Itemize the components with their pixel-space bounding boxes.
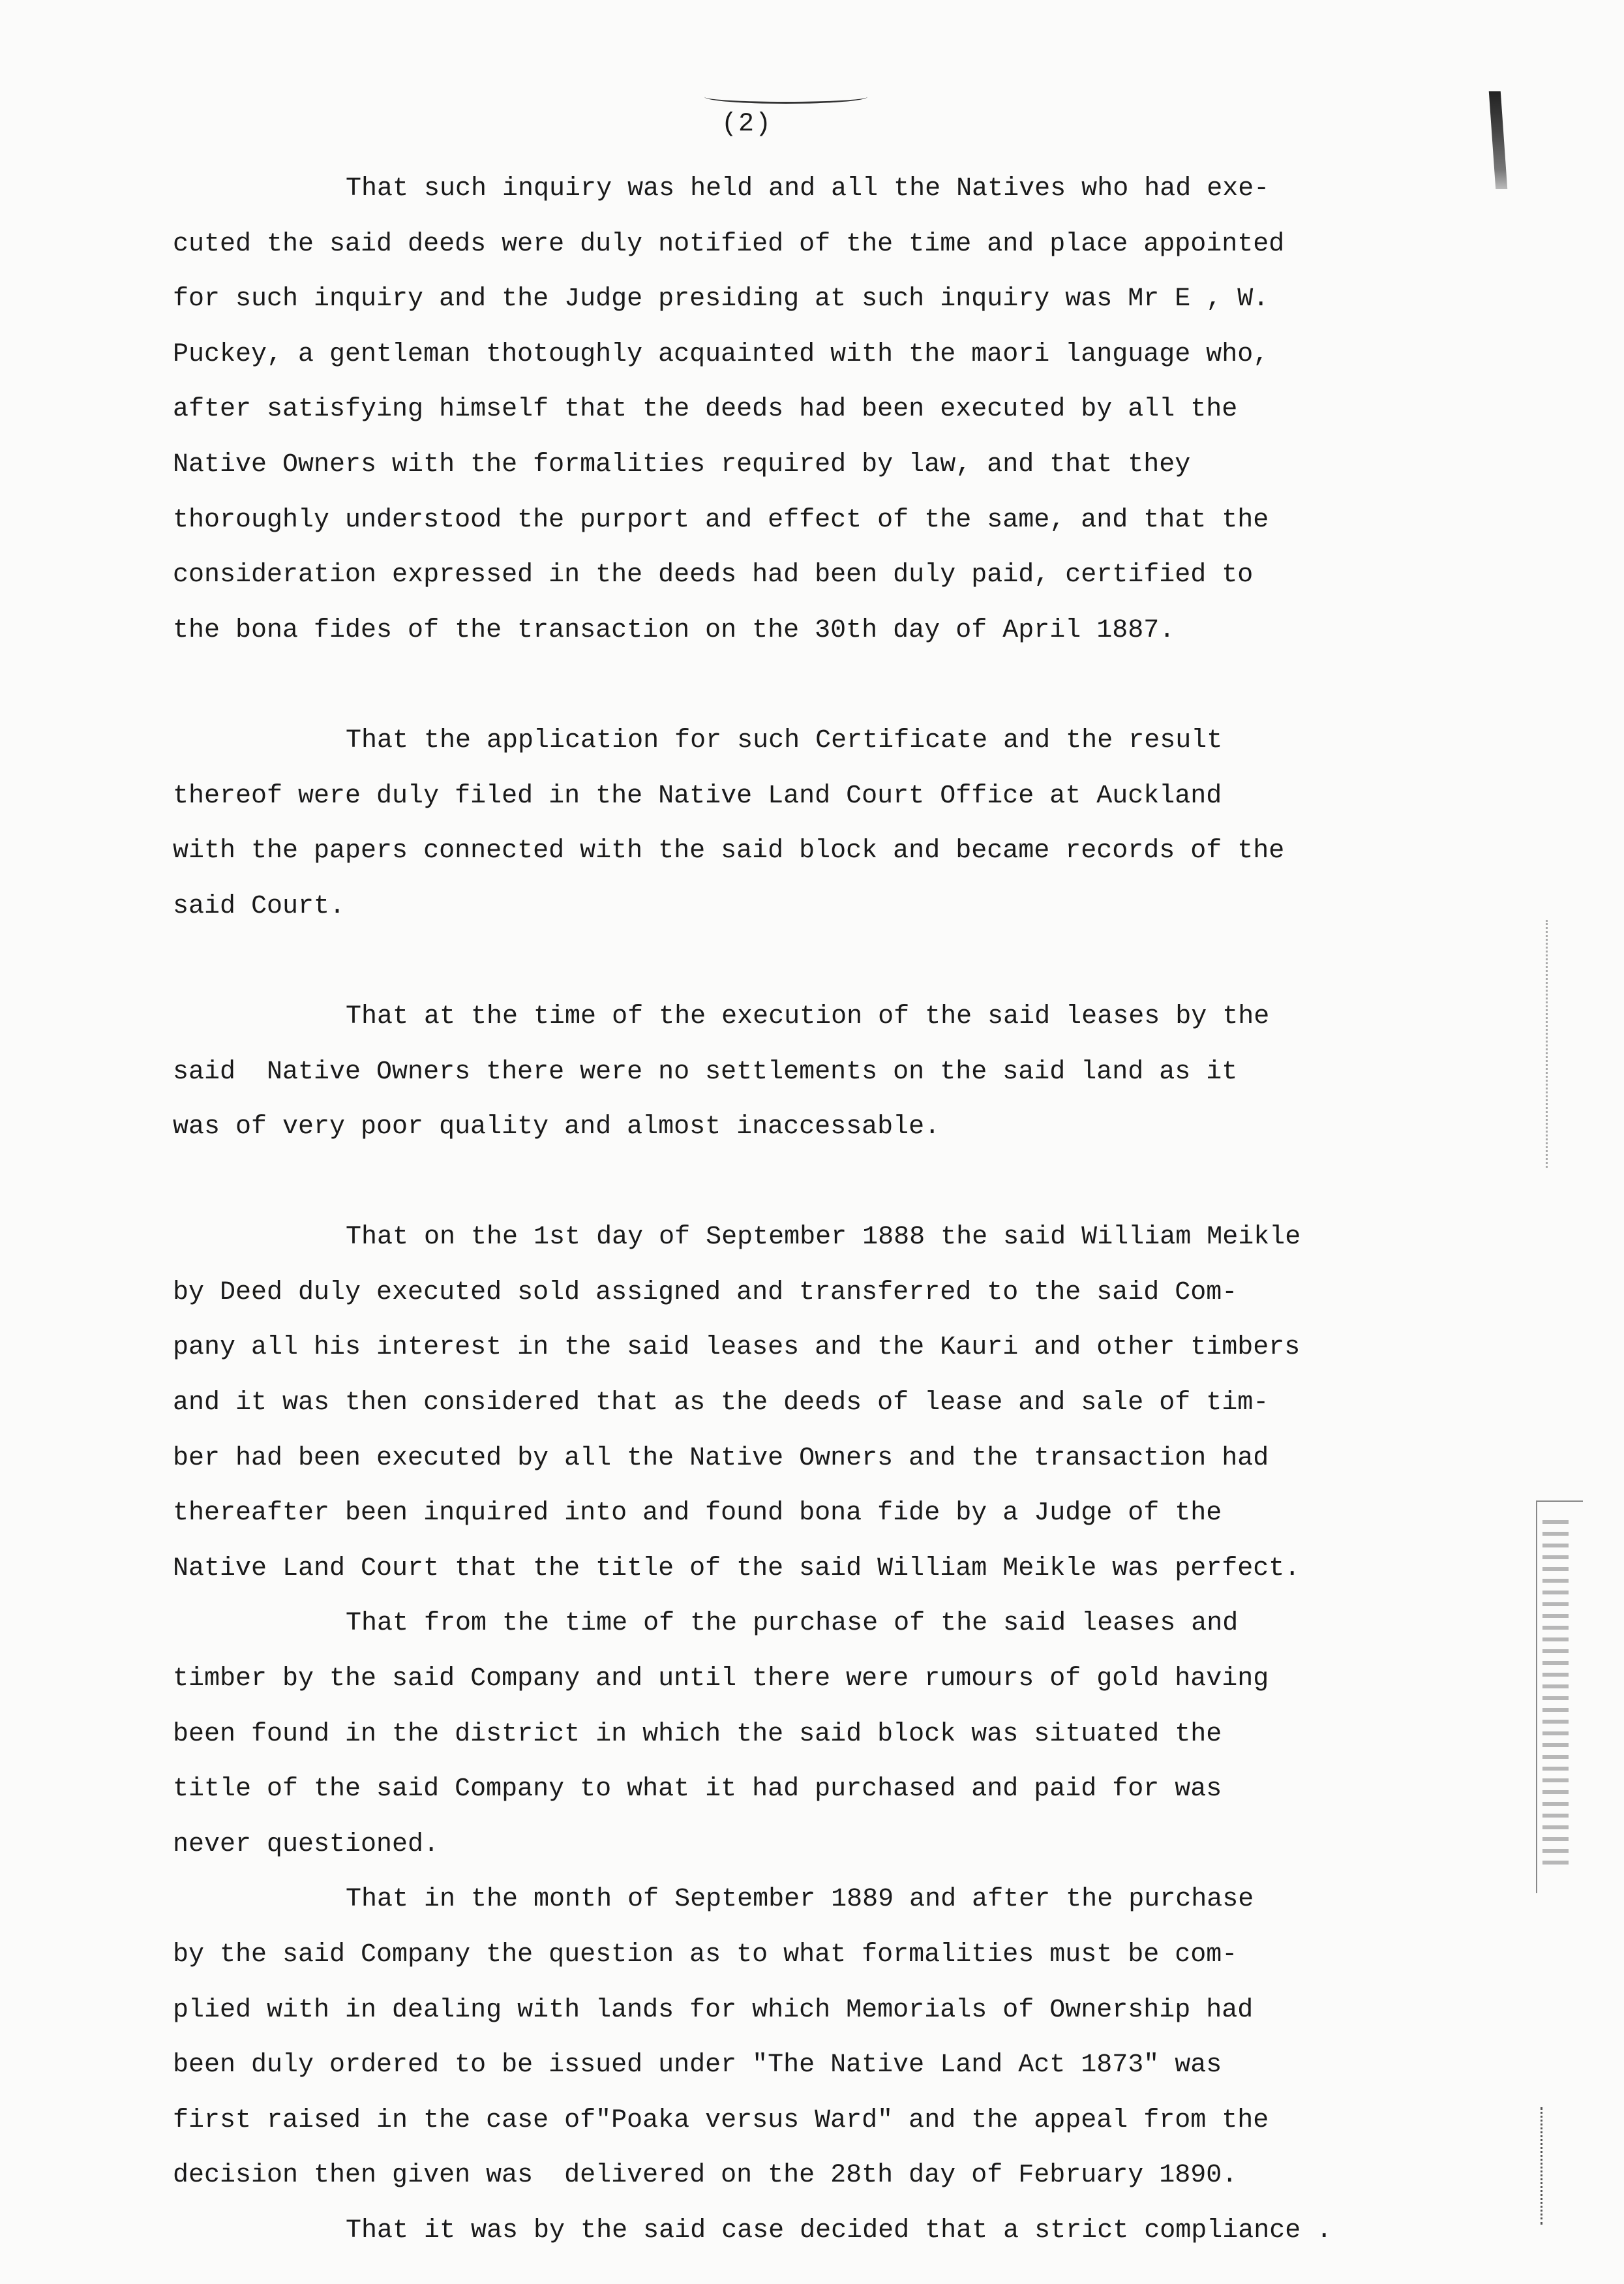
text-line: [173, 327, 1451, 383]
line-text: been found in the district in which the said block was situated the: [173, 1719, 1222, 1749]
line-text: Puckey, a gentleman thotoughly acquainted with the maori language who,: [173, 339, 1269, 369]
paragraph: [173, 2204, 1451, 2259]
paragraph-gap: [173, 1155, 1451, 1211]
paragraph-gap: [173, 934, 1451, 990]
text-line: [173, 2204, 1451, 2259]
document-body: [173, 162, 1451, 2259]
paragraph: [173, 1210, 1451, 1596]
line-text: That it was by the said case decided that a strict compliance .: [346, 2215, 1332, 2246]
line-text: first raised in the case of"Poaka versus Ward" and the appeal from the: [173, 2105, 1269, 2135]
text-line: [173, 1486, 1451, 1542]
text-line: [173, 1210, 1451, 1266]
line-text: title of the said Company to what it had purchased and paid for was: [173, 1774, 1222, 1804]
line-text: plied with in dealing with lands for which Memorials of Ownership had: [173, 1995, 1254, 2025]
line-text: Native Owners with the formalities required by law, and that they: [173, 449, 1191, 480]
paragraph: [173, 1596, 1451, 1872]
line-text: pany all his interest in the said leases and the Kauri and other timbers: [173, 1333, 1301, 1363]
paragraph: [173, 990, 1451, 1155]
text-line: [173, 382, 1451, 438]
text-line: [173, 1045, 1451, 1101]
line-text: thereof were duly filed in the Native Land Court Office at Auckland: [173, 781, 1222, 811]
line-text: been duly ordered to be issued under "The Native Land Act 1873" was: [173, 2050, 1222, 2080]
header-rule: [704, 90, 867, 104]
line-text: and it was then considered that as the deeds of lease and sale of tim-: [173, 1388, 1269, 1418]
line-text: Native Land Court that the title of the said William Meikle was perfect.: [173, 1553, 1301, 1583]
text-line: [173, 162, 1451, 217]
page-number: (2): [721, 110, 772, 139]
text-line: [173, 824, 1451, 879]
paragraph: [173, 714, 1451, 934]
line-text: the bona fides of the transaction on the 30th day of April 1887.: [173, 615, 1175, 645]
text-line: [173, 2038, 1451, 2094]
vertical-stamp-text: [1542, 1520, 1569, 1872]
text-line: [173, 1596, 1451, 1652]
text-line: [173, 1872, 1451, 1928]
line-text: consideration expressed in the deeds had been duly paid, certified to: [173, 560, 1254, 590]
margin-edge-line: [1541, 2107, 1544, 2225]
text-line: [173, 1266, 1451, 1321]
line-text: said Native Owners there were no settlements on the said land as it: [173, 1057, 1238, 1087]
line-text: timber by the said Company and until there were rumours of gold having: [173, 1664, 1269, 1694]
line-text: That in the month of September 1889 and after the purchase: [346, 1885, 1254, 1915]
text-line: [173, 1376, 1451, 1431]
line-text: thereafter been inquired into and found bona fide by a Judge of the: [173, 1499, 1222, 1529]
line-text: by Deed duly executed sold assigned and transferred to the said Com-: [173, 1277, 1238, 1307]
text-line: [173, 1928, 1451, 1983]
text-line: [173, 1320, 1451, 1376]
text-line: [173, 603, 1451, 659]
line-text: thoroughly understood the purport and effect of the same, and that the: [173, 505, 1269, 535]
line-text: with the papers connected with the said block and became records of the: [173, 836, 1285, 866]
text-line: [173, 1983, 1451, 2039]
text-line: [173, 1100, 1451, 1155]
text-line: [173, 769, 1451, 825]
text-line: [173, 217, 1451, 273]
text-line: [173, 493, 1451, 549]
text-line: [173, 1818, 1451, 1873]
line-text: said Court.: [173, 891, 346, 921]
line-text: for such inquiry and the Judge presiding at such inquiry was Mr E , W.: [173, 284, 1269, 314]
line-text: by the said Company the question as to what formalities must be com-: [173, 1940, 1238, 1970]
line-text: ber had been executed by all the Native Owners and the transaction had: [173, 1443, 1269, 1473]
text-line: [173, 438, 1451, 493]
line-text: cuted the said deeds were duly notified of the time and place appointed: [173, 229, 1285, 259]
line-text: That at the time of the execution of the said leases by the: [346, 1001, 1270, 1031]
text-line: [173, 1542, 1451, 1597]
line-text: was of very poor quality and almost inaccessable.: [173, 1112, 940, 1142]
paragraph: [173, 1872, 1451, 2204]
margin-ink-mark: [1489, 91, 1507, 189]
text-line: [173, 1707, 1451, 1763]
line-text: That such inquiry was held and all the Natives who had exe-: [346, 174, 1270, 204]
line-text: never questioned.: [173, 1829, 440, 1859]
text-line: [173, 1652, 1451, 1707]
line-text: after satisfying himself that the deeds had been executed by all the: [173, 395, 1238, 425]
text-line: [173, 1762, 1451, 1818]
line-text: That the application for such Certificate and the result: [346, 725, 1223, 755]
text-line: [173, 2148, 1451, 2204]
text-line: [173, 548, 1451, 603]
margin-dotted-line: [1546, 920, 1550, 1168]
text-line: [173, 272, 1451, 327]
text-line: [173, 990, 1451, 1045]
paragraph-gap: [173, 658, 1451, 714]
line-text: That from the time of the purchase of the said leases and: [346, 1609, 1239, 1639]
text-line: [173, 714, 1451, 769]
text-line: [173, 879, 1451, 935]
line-text: That on the 1st day of September 1888 the said William Meikle: [346, 1223, 1301, 1253]
paragraph: [173, 162, 1451, 658]
text-line: [173, 1431, 1451, 1487]
text-line: [173, 2094, 1451, 2149]
line-text: decision then given was delivered on the 28th day of February 1890.: [173, 2161, 1238, 2191]
